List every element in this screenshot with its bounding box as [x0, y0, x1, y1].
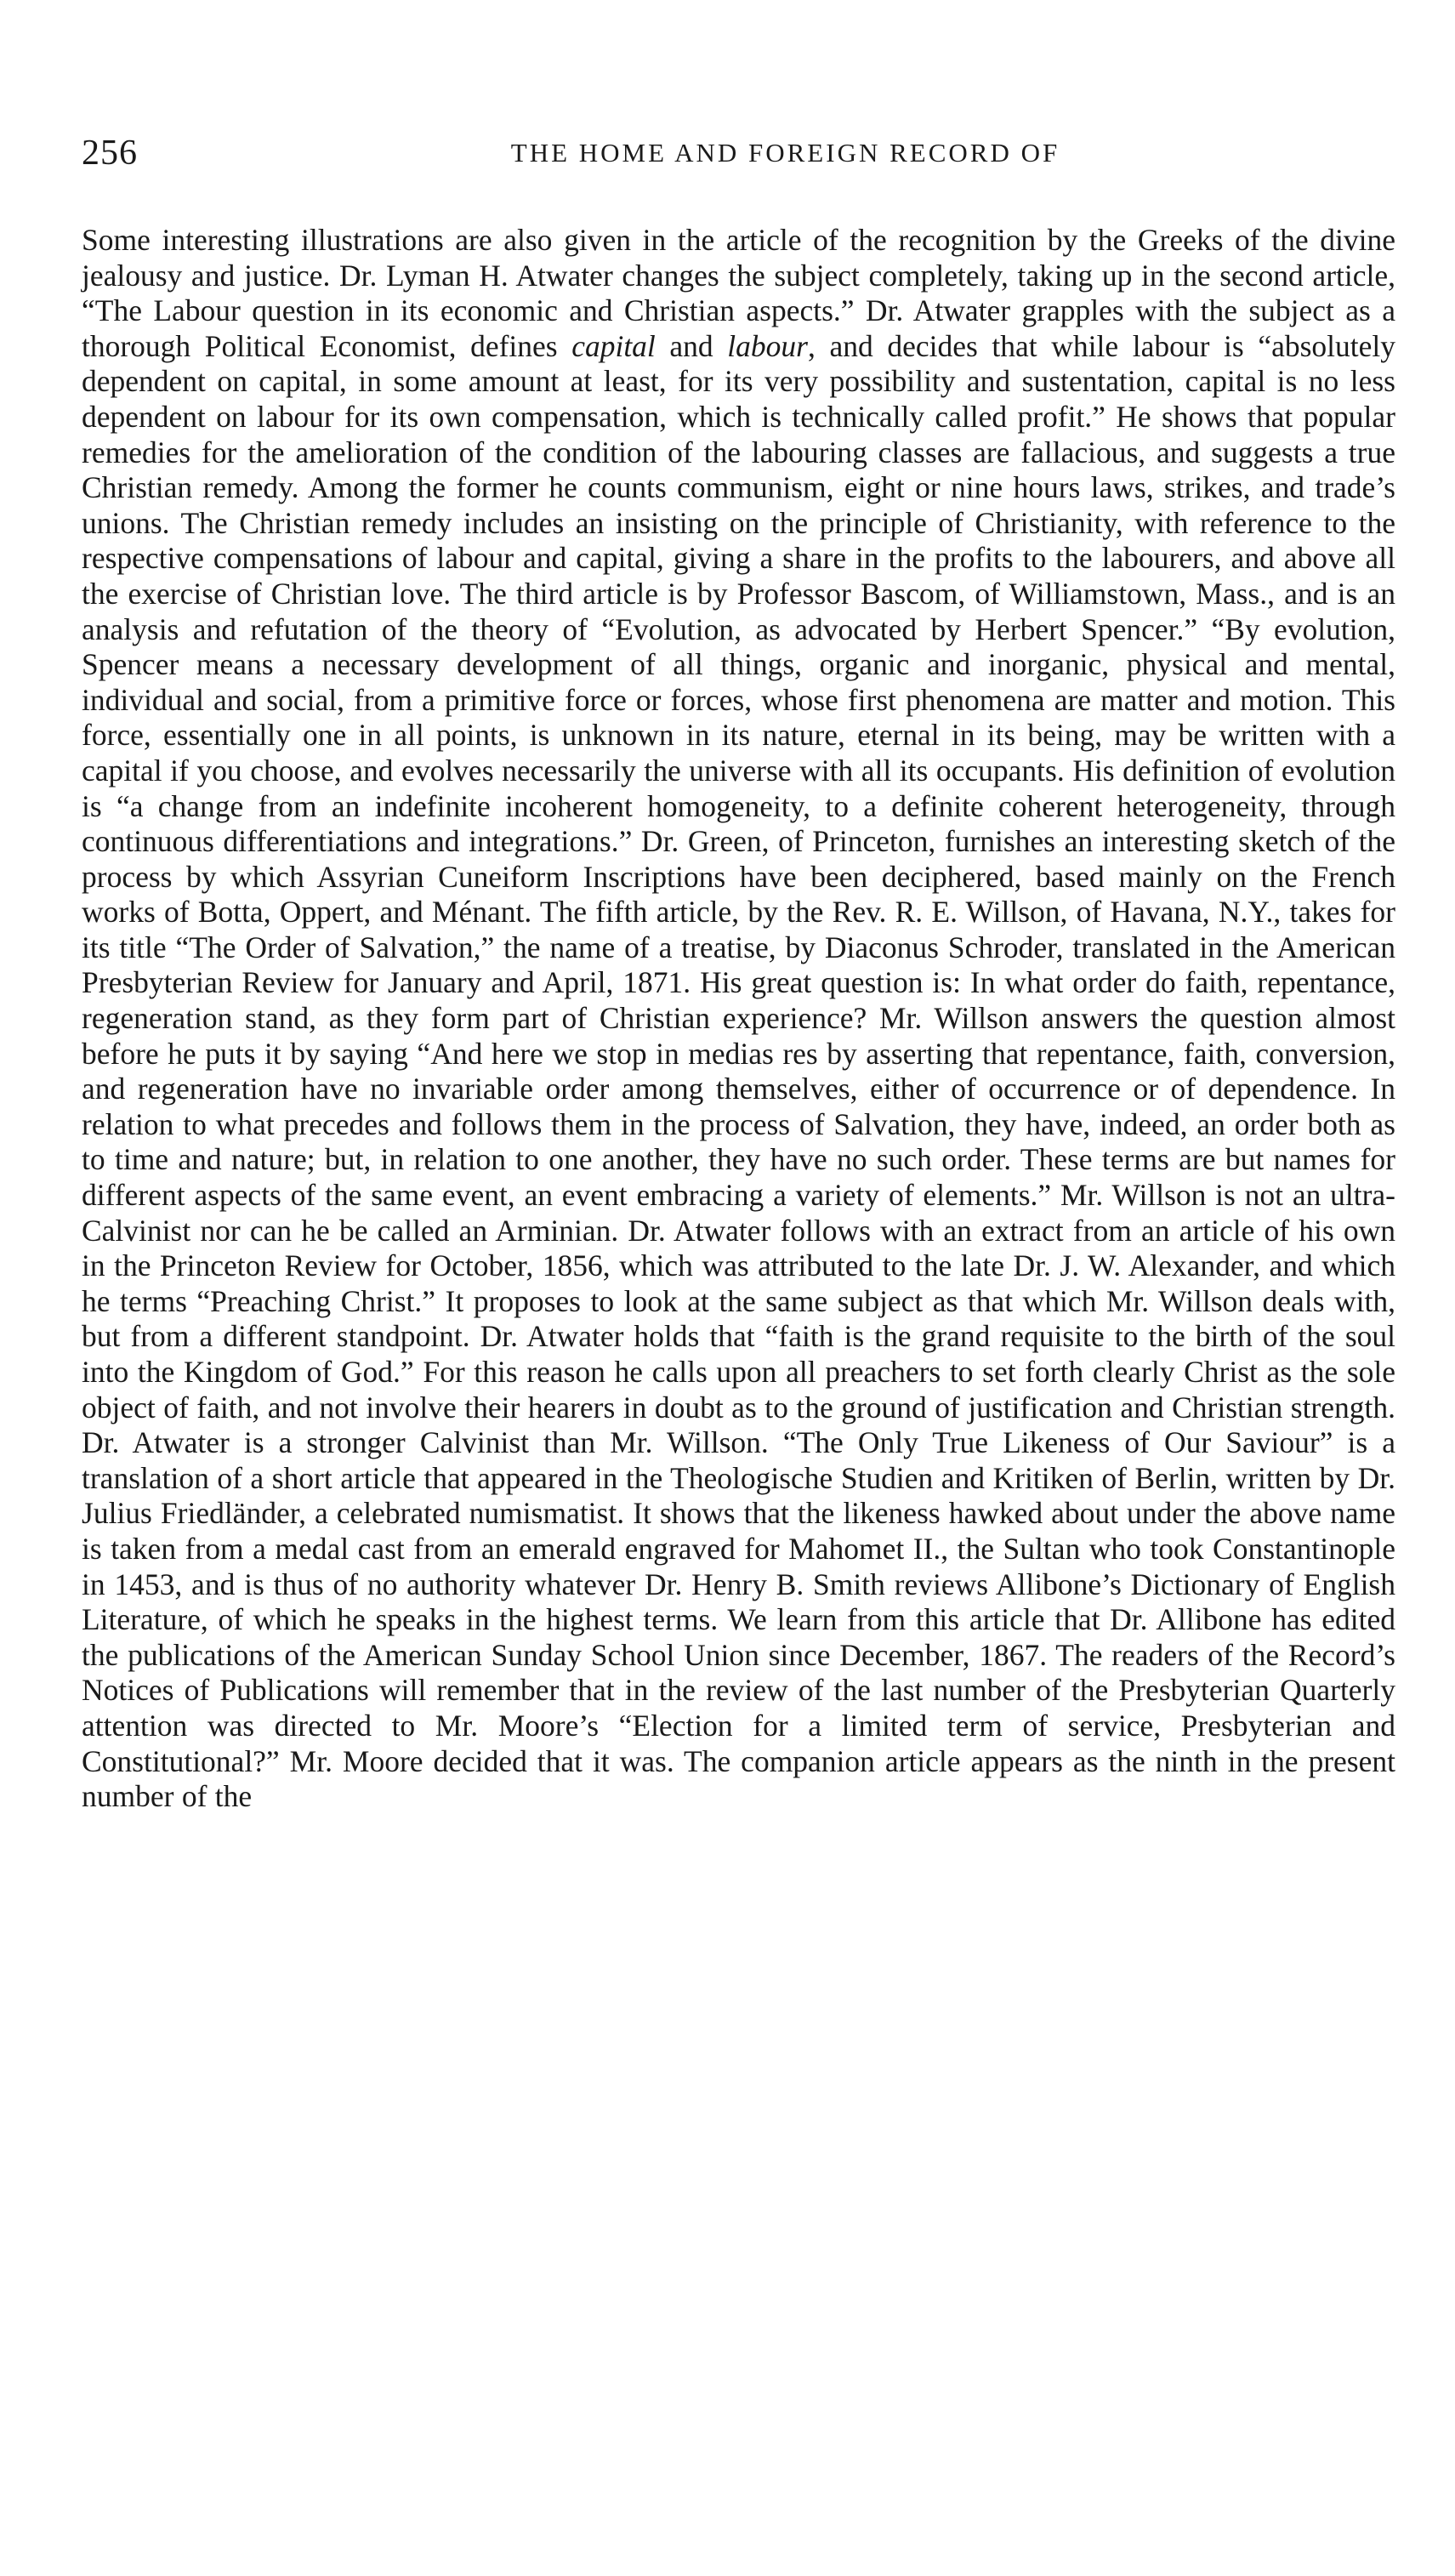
page-header: [82, 128, 1395, 179]
body-text-and: and: [655, 328, 728, 363]
body-text-part-1: Some interesting illustrations are also given in the article of the recognition by the Greeks of the divine jealousy and justice. Dr. Lyman H. Atwater changes the subject completely, taking up in the second article, “The Labour question in its economic and Christian aspects.” Dr. Atwater grapples with the subject as a thorough Political Economist, defines: [82, 223, 1395, 363]
body-paragraph: [82, 223, 1395, 1815]
italic-word-capital: capital: [571, 328, 656, 363]
body-text-part-2: , and decides that while labour is “absolutely dependent on capital, in some amount at least, for its very possibility and sustentation, capital is no less dependent on labour for its own compensation, which is technically called profit.” He shows that popular remedies for the amelioration of the condition of the labouring classes are fallacious, and suggests a true Christian remedy. Among the former he counts communism, eight or nine hours laws, strikes, and trade’s unions. The Christian remedy includes an insisting on the principle of Christianity, with reference to the respective compensations of labour and capital, giving a share in the profits to the labourers, and above all the exercise of Christian love. The third article is by Professor Bascom, of Williamstown, Mass., and is an analysis and refutation of the theory of “Evolution, as advocated by Herbert Spencer.” “By evolution, Spencer means a necessary development of all things, organic and inorganic, physical and mental, individual and social, from a primitive force or forces, whose first phenomena are matter and motion. This force, essentially one in all points, is unknown in its nature, eternal in its being, may be written with a capital if you choose, and evolves necessarily the universe with all its occupants. His definition of evolution is “a change from an indefinite incoherent homogeneity, to a definite coherent heterogeneity, through continuous differentiations and integrations.” Dr. Green, of Princeton, furnishes an interesting sketch of the process by which Assyrian Cuneiform Inscriptions have been deciphered, based mainly on the French works of Botta, Oppert, and Ménant. The fifth article, by the Rev. R. E. Willson, of Havana, N.Y., takes for its title “The Order of Salvation,” the name of a treatise, by Diaconus Schroder, translated in the American Presbyterian Review for January and April, 1871. His great question is: In what order do faith, repentance, regeneration stand, as they form part of Christian experience? Mr. Willson answers the question almost before he puts it by saying “And here we stop in medias res by asserting that repentance, faith, conversion, and regeneration have no invariable order among themselves, either of occurrence or of dependence. In relation to what precedes and follows them in the process of Salvation, they have, indeed, an order both as to time and nature; but, in relation to one another, they have no such order. These terms are but names for different aspects of the same event, an event embracing a variety of elements.” Mr. Willson is not an ultra-Calvinist nor can he be called an Arminian. Dr. Atwater follows with an extract from an article of his own in the Princeton Review for October, 1856, which was attributed to the late Dr. J. W. Alexander, and which he terms “Preaching Christ.” It proposes to look at the same subject as that which Mr. Willson deals with, but from a different standpoint. Dr. Atwater holds that “faith is the grand requisite to the birth of the soul into the Kingdom of God.” For this reason he calls upon all preachers to set forth clearly Christ as the sole object of faith, and not involve their hearers in doubt as to the ground of justification and Christian strength. Dr. Atwater is a stronger Calvinist than Mr. Willson. “The Only True Likeness of Our Saviour” is a translation of a short article that appeared in the Theologische Studien and Kritiken of Berlin, written by Dr. Julius Friedländer, a celebrated numismatist. It shows that the likeness hawked about under the above name is taken from a medal cast from an emerald engraved for Mahomet II., the Sultan who took Constantinople in 1453, and is thus of no authority whatever Dr. Henry B. Smith reviews Allibone’s Dictionary of English Literature, of which he speaks in the highest terms. We learn from this article that Dr. Allibone has edited the publications of the American Sunday School Union since December, 1867. The readers of the Record’s Notices of Publications will remember that in the review of the last number of the Presbyterian Quarterly attention was directed to Mr. Moore’s “Election for a limited term of service, Presbyterian and Constitutional?” Mr. Moore decided that it was. The companion article appears as the ninth in the present number of the: [82, 328, 1395, 1814]
running-head: THE HOME AND FOREIGN RECORD OF: [510, 138, 1060, 168]
page-number: 256: [82, 134, 138, 173]
italic-word-labour: labour: [727, 328, 808, 363]
